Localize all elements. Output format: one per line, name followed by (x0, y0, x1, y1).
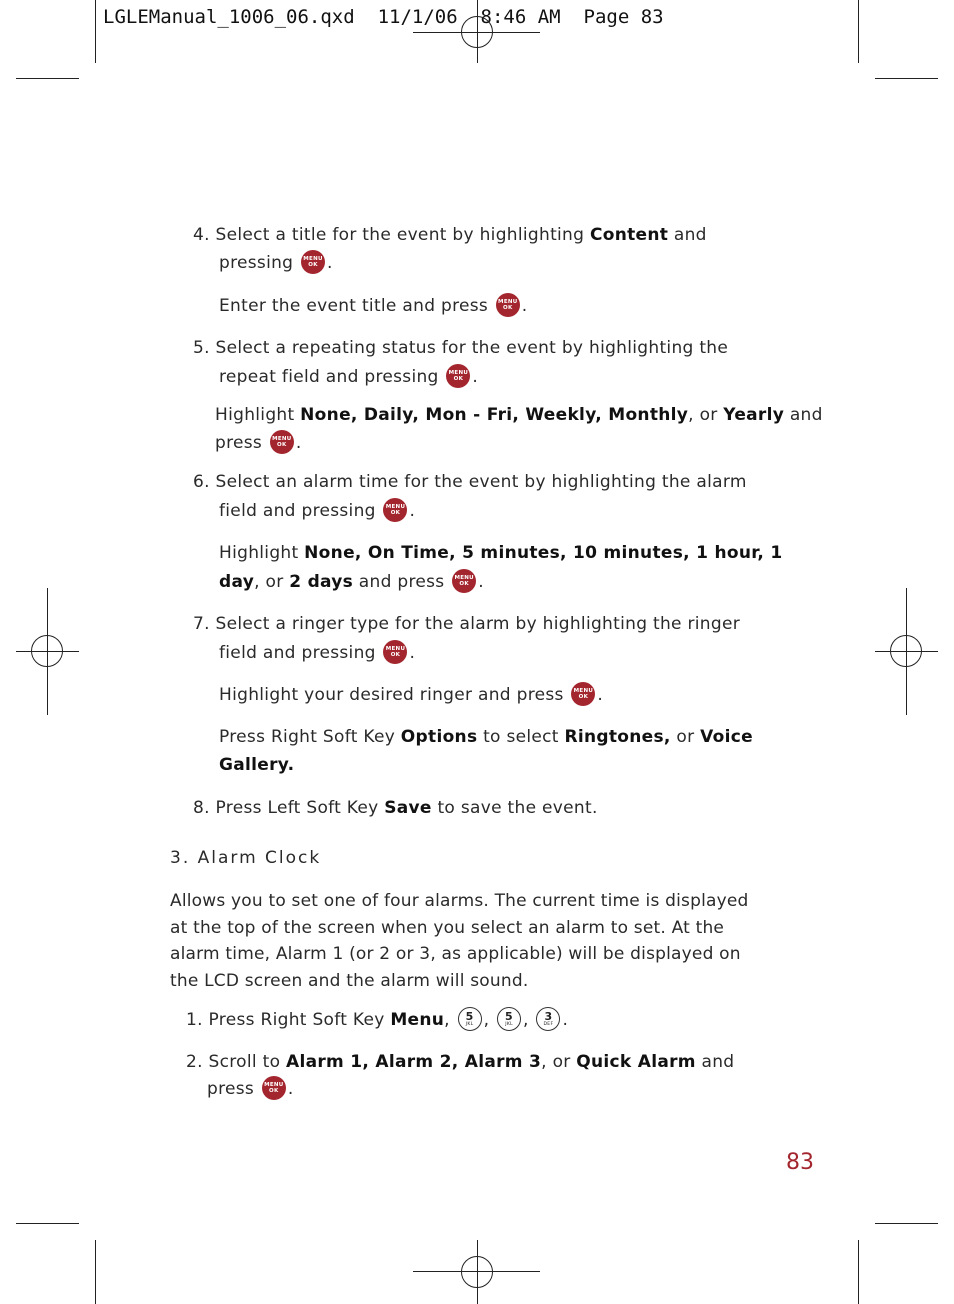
menu-ok-key-icon: MENU OK (452, 569, 476, 593)
step-5-line-4: press MENU OK . (215, 429, 302, 457)
crop-mark (875, 78, 938, 79)
menu-ok-key-icon: MENU OK (496, 293, 520, 317)
slug-time: 8:46 AM (480, 6, 561, 28)
crop-mark (858, 1240, 859, 1304)
key-3-icon: 3 DEF (536, 1007, 560, 1031)
step-5-line-1: 5. Select a repeating status for the event by highlighting the (193, 338, 729, 358)
menu-ok-key-icon: MENU OK (571, 682, 595, 706)
step-5-line-2: repeat field and pressing MENU OK . (219, 363, 478, 391)
step-5-line-3: Highlight None, Daily, Mon - Fri, Weekly, Monthly, or Yearly and (215, 405, 823, 425)
menu-ok-key-icon: MENU OK (270, 430, 294, 454)
step-6-line-4: day, or 2 days and press MENU OK . (219, 568, 484, 596)
step-7-line-4: Press Right Soft Key Options to select Ringtones, or Voice (219, 727, 753, 747)
section-paragraph: Allows you to set one of four alarms. The current time is displayed at the top of the screen when you select an alarm to set. At the alarm time, Alarm 1 (or 2 or 3, as applicable) will be displayed on the LCD screen and the alarm will sound. (170, 891, 749, 991)
crop-mark (858, 0, 859, 63)
menu-ok-key-icon: MENU OK (301, 250, 325, 274)
key-5-icon: 5 JKL (458, 1007, 482, 1031)
step-6-line-2: field and pressing MENU OK . (219, 497, 415, 525)
crop-mark (16, 78, 79, 79)
menu-ok-key-icon: MENU OK (446, 364, 470, 388)
step-7-line-2: field and pressing MENU OK . (219, 639, 415, 667)
step-7-line-3: Highlight your desired ringer and press MENU OK . (219, 681, 603, 709)
menu-ok-key-icon: MENU OK (262, 1076, 286, 1100)
section-heading: 3. Alarm Clock (170, 848, 322, 868)
crop-mark (16, 1223, 79, 1224)
step-7-line-5: Gallery. (219, 755, 295, 775)
menu-ok-key-icon: MENU OK (383, 498, 407, 522)
step-4-line-1: 4. Select a title for the event by highlighting Content and (193, 225, 707, 245)
step-8-line-1: 8. Press Left Soft Key Save to save the event. (193, 798, 598, 818)
crop-mark (95, 1240, 96, 1304)
step-6-line-1: 6. Select an alarm time for the event by highlighting the alarm (193, 472, 747, 492)
key-5-icon: 5 JKL (497, 1007, 521, 1031)
page-number: 83 (786, 1150, 814, 1175)
menu-ok-key-icon: MENU OK (383, 640, 407, 664)
print-slug (103, 6, 664, 28)
slug-file: LGLEManual_1006_06.qxd (103, 6, 355, 28)
step-4-line-3: Enter the event title and press MENU OK . (219, 292, 528, 320)
step-6-line-3: Highlight None, On Time, 5 minutes, 10 minutes, 1 hour, 1 (219, 543, 783, 563)
slug-page: Page 83 (583, 6, 664, 28)
alarm-step-1: 1. Press Right Soft Key Menu, 5 JKL , 5 JKL , 3 DEF . (186, 1006, 568, 1034)
alarm-step-2-line-1: 2. Scroll to Alarm 1, Alarm 2, Alarm 3, or Quick Alarm and (186, 1052, 735, 1072)
crop-mark (875, 1223, 938, 1224)
slug-date: 11/1/06 (377, 6, 458, 28)
step-7-line-1: 7. Select a ringer type for the alarm by highlighting the ringer (193, 614, 741, 634)
step-4-line-2: pressing MENU OK . (219, 249, 333, 277)
crop-mark (95, 0, 96, 63)
alarm-step-2-line-2: press MENU OK . (207, 1075, 294, 1103)
